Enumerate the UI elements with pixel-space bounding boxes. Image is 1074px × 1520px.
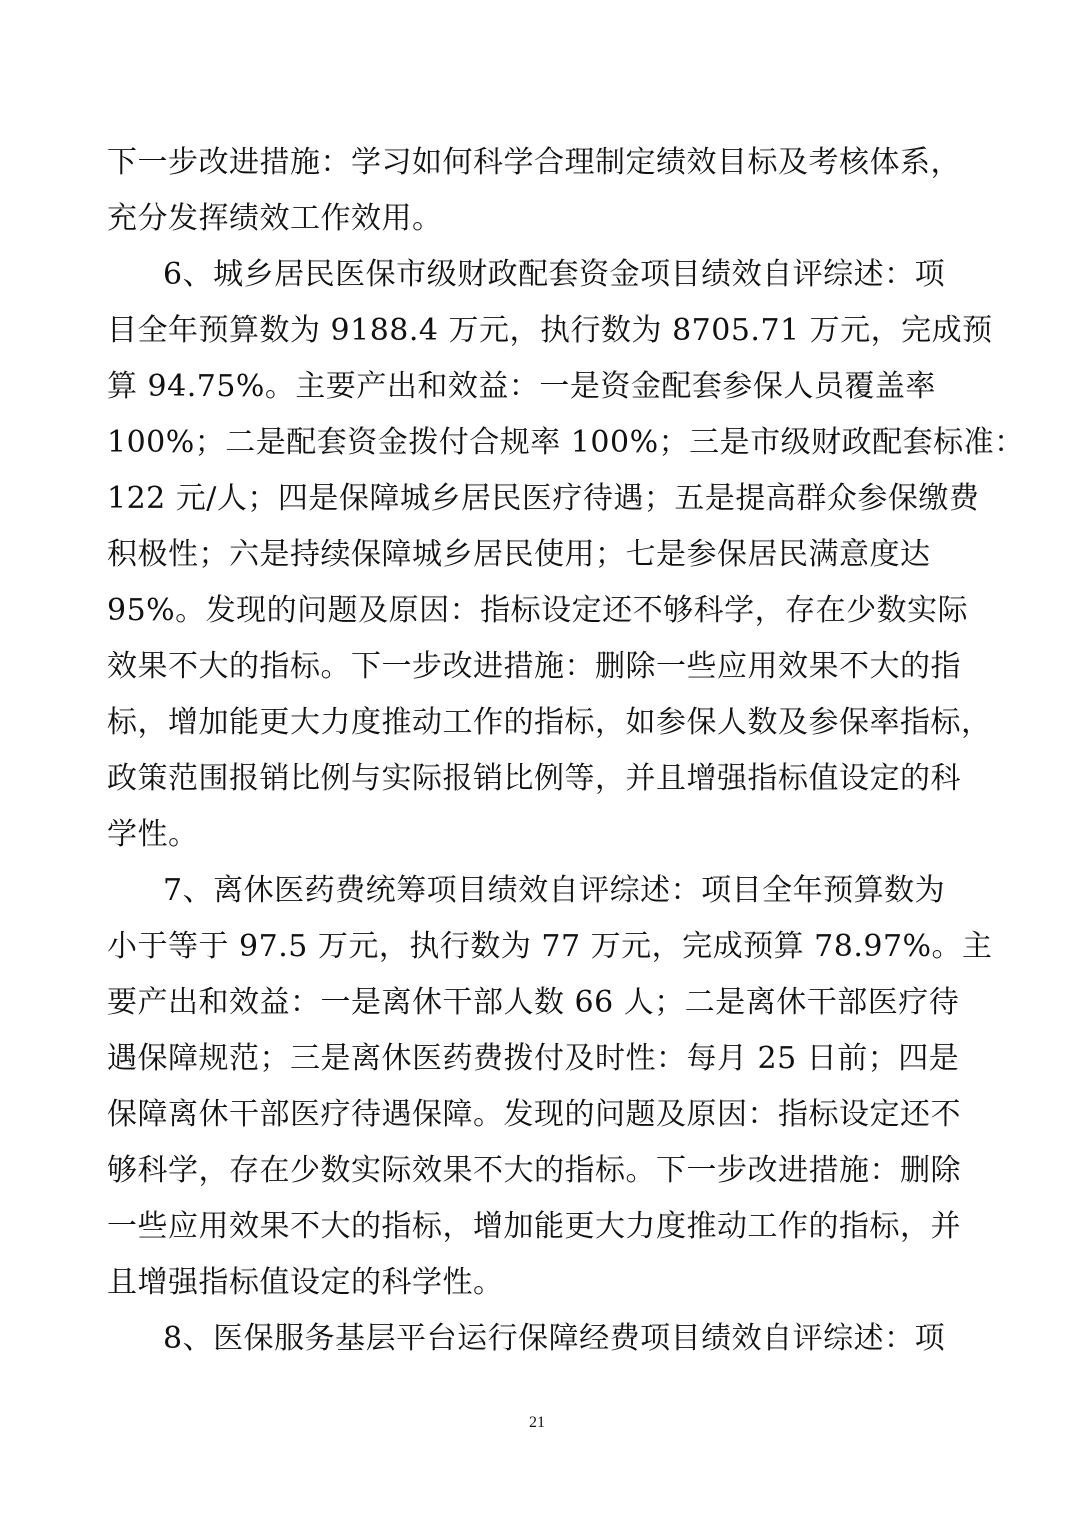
- text-line: 122 元/人；四是保障城乡居民医疗待遇；五是提高群众参保缴费: [107, 481, 980, 516]
- text-line: 政策范围报销比例与实际报销比例等，并且增强指标值设定的科: [107, 761, 961, 796]
- text-line: 要产出和效益：一是离休干部人数 66 人；二是离休干部医疗待: [107, 985, 960, 1020]
- text-line: 一些应用效果不大的指标，增加能更大力度推动工作的指标，并: [107, 1209, 961, 1244]
- text-line: 够科学，存在少数实际效果不大的指标。下一步改进措施：删除: [107, 1153, 961, 1188]
- paragraph-heading-8: 8、医保服务基层平台运行保障经费项目绩效自评综述：项: [163, 1321, 946, 1356]
- text-line: 算 94.75%。主要产出和效益：一是资金配套参保人员覆盖率: [107, 369, 936, 404]
- paragraph-heading-7: 7、离休医药费统筹项目绩效自评综述：项目全年预算数为: [163, 873, 946, 908]
- text-line: 充分发挥绩效工作效用。: [107, 201, 443, 236]
- text-line: 95%。发现的问题及原因：指标设定还不够科学，存在少数实际: [107, 593, 969, 628]
- text-line: 100%；二是配套资金拨付合规率 100%；三是市级财政配套标准：: [107, 425, 1025, 460]
- page-number: 21: [529, 1414, 545, 1431]
- text-line: 学性。: [107, 817, 199, 852]
- text-line: 标，增加能更大力度推动工作的指标，如参保人数及参保率指标，: [107, 705, 992, 740]
- paragraph-heading-6: 6、城乡居民医保市级财政配套资金项目绩效自评综述：项: [163, 257, 946, 292]
- text-line: 积极性；六是持续保障城乡居民使用；七是参保居民满意度达: [107, 537, 931, 572]
- text-line: 效果不大的指标。下一步改进措施：删除一些应用效果不大的指: [107, 649, 961, 684]
- text-line: 小于等于 97.5 万元，执行数为 77 万元，完成预算 78.97%。主: [107, 929, 993, 964]
- text-line: 目全年预算数为 9188.4 万元，执行数为 8705.71 万元，完成预: [107, 313, 993, 348]
- text-line: 保障离休干部医疗待遇保障。发现的问题及原因：指标设定还不: [107, 1097, 961, 1132]
- text-line: 且增强指标值设定的科学性。: [107, 1265, 504, 1300]
- text-line: 遇保障规范；三是离休医药费拨付及时性：每月 25 日前；四是: [107, 1041, 960, 1076]
- text-line: 下一步改进措施：学习如何科学合理制定绩效目标及考核体系，: [107, 145, 961, 180]
